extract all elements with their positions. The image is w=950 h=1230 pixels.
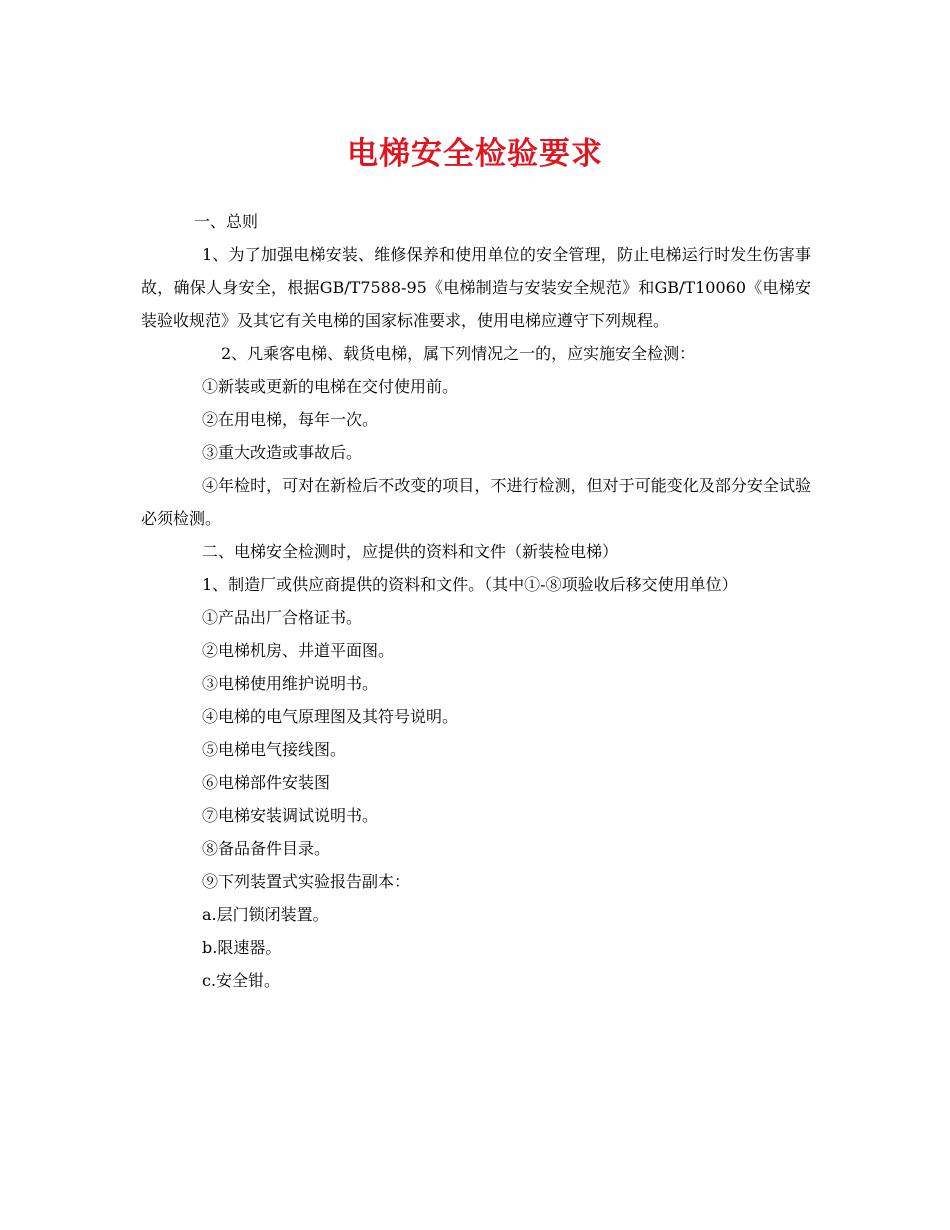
- list-item: c.安全钳。: [202, 971, 281, 990]
- list-item: ③重大改造或事故后。: [202, 443, 363, 462]
- list-item: ②电梯机房、井道平面图。: [202, 641, 395, 660]
- list-item: ①产品出厂合格证书。: [202, 608, 363, 627]
- document-title: 电梯安全检验要求: [347, 136, 603, 172]
- paragraph-purpose: 1、为了加强电梯安装、维修保养和使用单位的安全管理，防止电梯运行时发生伤害事故，确保人身安全，根据GB/T7588-95《电梯制造与安装安全规范》和GB/T10060《电梯安装验收规范》及其它有关电梯的国家标准要求，使用电梯应遵守下列规程。: [141, 245, 811, 330]
- list-item: ⑧备品备件目录。: [202, 839, 331, 858]
- list-item: ③电梯使用维护说明书。: [202, 674, 379, 693]
- list-item: ⑦电梯安装调试说明书。: [202, 806, 379, 825]
- list-item: b.限速器。: [202, 938, 282, 957]
- list-item: ④年检时，可对在新检后不改变的项目，不进行检测，但对于可能变化及部分安全试验必须检测。: [141, 476, 811, 528]
- section-heading-general: 一、总则: [194, 212, 259, 231]
- list-item: ⑥电梯部件安装图: [202, 773, 331, 792]
- list-item: ②在用电梯，每年一次。: [202, 410, 379, 429]
- document-body: [141, 205, 811, 997]
- list-item: ⑤电梯电气接线图。: [202, 740, 347, 759]
- list-item: ④电梯的电气原理图及其符号说明。: [202, 707, 459, 726]
- list-item: a.层门锁闭装置。: [202, 905, 329, 924]
- section-heading-documents: 二、电梯安全检测时，应提供的资料和文件（新装检电梯）: [202, 542, 619, 561]
- list-item: ①新装或更新的电梯在交付使用前。: [202, 377, 459, 396]
- paragraph-manufacturer-docs: 1、制造厂或供应商提供的资料和文件。（其中①-⑧项验收后移交使用单位）: [202, 575, 738, 594]
- list-item: ⑨下列装置式实验报告副本：: [202, 872, 411, 891]
- paragraph-inspection-cases: 2、凡乘客电梯、载货电梯，属下列情况之一的，应实施安全检测：: [221, 344, 696, 363]
